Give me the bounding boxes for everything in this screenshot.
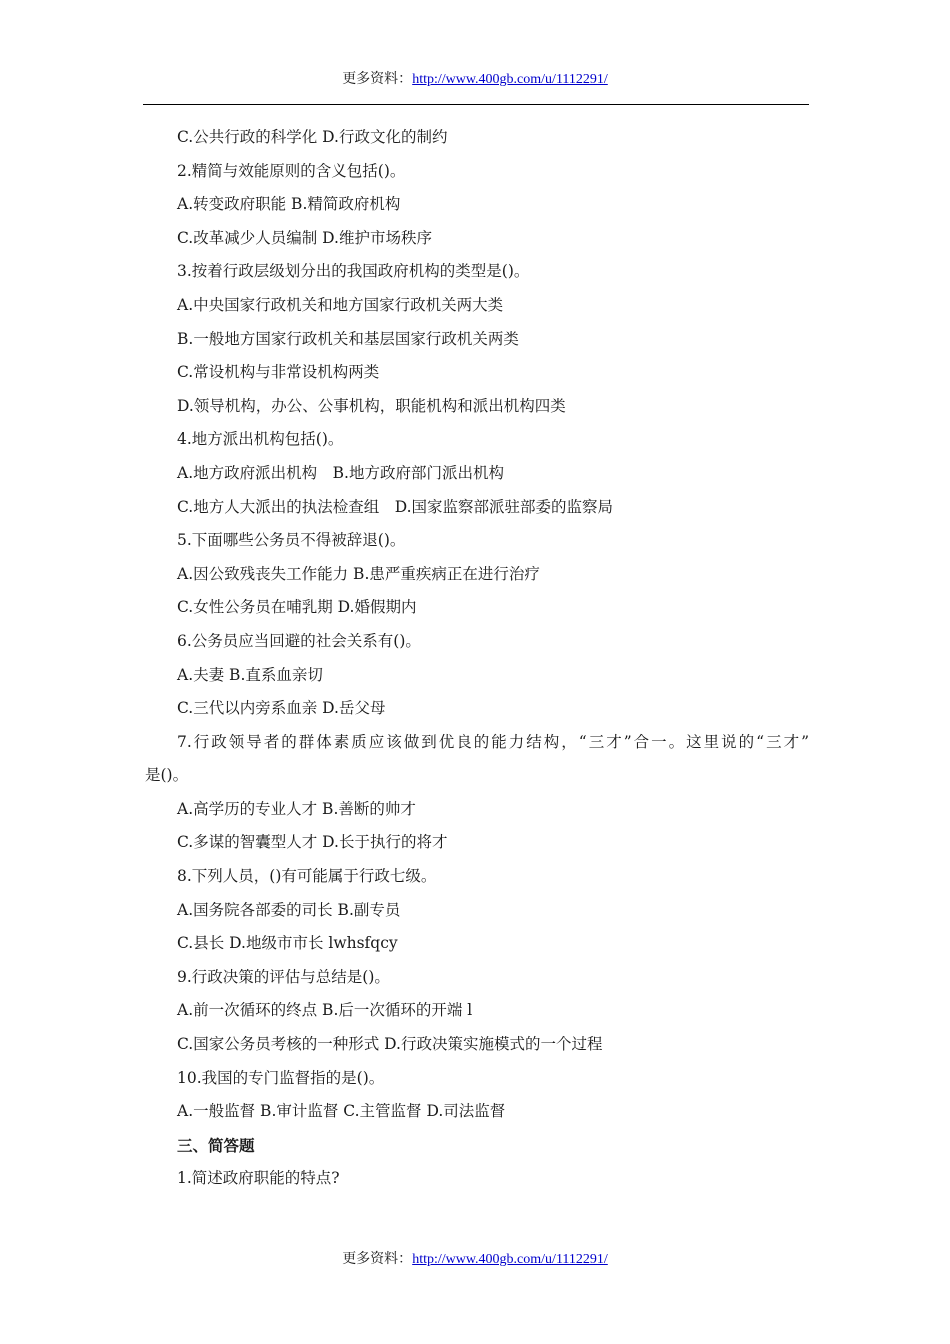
- document-body: [145, 121, 809, 1196]
- option-line: B.一般地方国家行政机关和基层国家行政机关两类: [177, 329, 519, 348]
- question-line: 9.行政决策的评估与总结是()。: [177, 967, 390, 986]
- option-line: A.高学历的专业人才 B.善断的帅才: [177, 799, 416, 818]
- option-line: C.三代以内旁系血亲 D.岳父母: [177, 699, 386, 718]
- option-line: A.地方政府派出机构 B.地方政府部门派出机构: [177, 463, 504, 482]
- option-line: A.前一次循环的终点 B.后一次循环的开端 l: [177, 1001, 473, 1020]
- option-line: C.地方人大派出的执法检查组 D.国家监察部派驻部委的监察局: [177, 497, 614, 516]
- option-line: C.县长 D.地级市市长 lwhsfqcy: [177, 934, 398, 953]
- question-line: 2.精简与效能原则的含义包括()。: [177, 161, 406, 180]
- option-line: C.改革减少人员编制 D.维护市场秩序: [177, 228, 432, 247]
- question-line: 10.我国的专门监督指的是()。: [177, 1068, 385, 1087]
- section-heading: 三、简答题: [177, 1135, 255, 1155]
- option-line: C.女性公务员在哺乳期 D.婚假期内: [177, 598, 417, 617]
- question-line: 7.行政领导者的群体素质应该做到优良的能力结构，“三才”合一。这里说的“三才”: [177, 732, 809, 751]
- header-label: 更多资料：: [342, 72, 413, 87]
- option-line: C.常设机构与非常设机构两类: [177, 363, 380, 382]
- question-line-continued: 是()。: [145, 766, 189, 785]
- option-line: A.因公致残丧失工作能力 B.患严重疾病正在进行治疗: [177, 564, 540, 583]
- header-divider: [143, 104, 809, 105]
- option-line: A.国务院各部委的司长 B.副专员: [177, 900, 401, 919]
- option-line: A.一般监督 B.审计监督 C.主管监督 D.司法监督: [177, 1102, 506, 1121]
- option-line: A.夫妻 B.直系血亲切: [177, 665, 323, 684]
- footer-label: 更多资料：: [342, 1252, 413, 1267]
- text-line: C.公共行政的科学化 D.行政文化的制约: [177, 128, 448, 146]
- option-line: C.多谋的智囊型人才 D.长于执行的将才: [177, 833, 448, 852]
- header-link[interactable]: http://www.400gb.com/u/1112291/: [412, 72, 608, 87]
- option-line: A.转变政府职能 B.精简政府机构: [177, 195, 401, 214]
- option-line: D.领导机构，办公、公事机构，职能机构和派出机构四类: [177, 396, 566, 415]
- footer-link[interactable]: http://www.400gb.com/u/1112291/: [412, 1252, 608, 1267]
- page-header: [0, 68, 950, 88]
- question-line: 8.下列人员，()有可能属于行政七级。: [177, 867, 437, 886]
- question-line: 1.简述政府职能的特点?: [177, 1169, 340, 1188]
- question-line: 4.地方派出机构包括()。: [177, 430, 344, 449]
- page-footer: [0, 1248, 950, 1268]
- question-line: 5.下面哪些公务员不得被辞退()。: [177, 531, 406, 550]
- question-line: 6.公务员应当回避的社会关系有()。: [177, 631, 421, 650]
- option-line: C.国家公务员考核的一种形式 D.行政决策实施模式的一个过程: [177, 1035, 603, 1054]
- question-line: 3.按着行政层级划分出的我国政府机构的类型是()。: [177, 262, 530, 281]
- option-line: A.中央国家行政机关和地方国家行政机关两大类: [177, 295, 504, 314]
